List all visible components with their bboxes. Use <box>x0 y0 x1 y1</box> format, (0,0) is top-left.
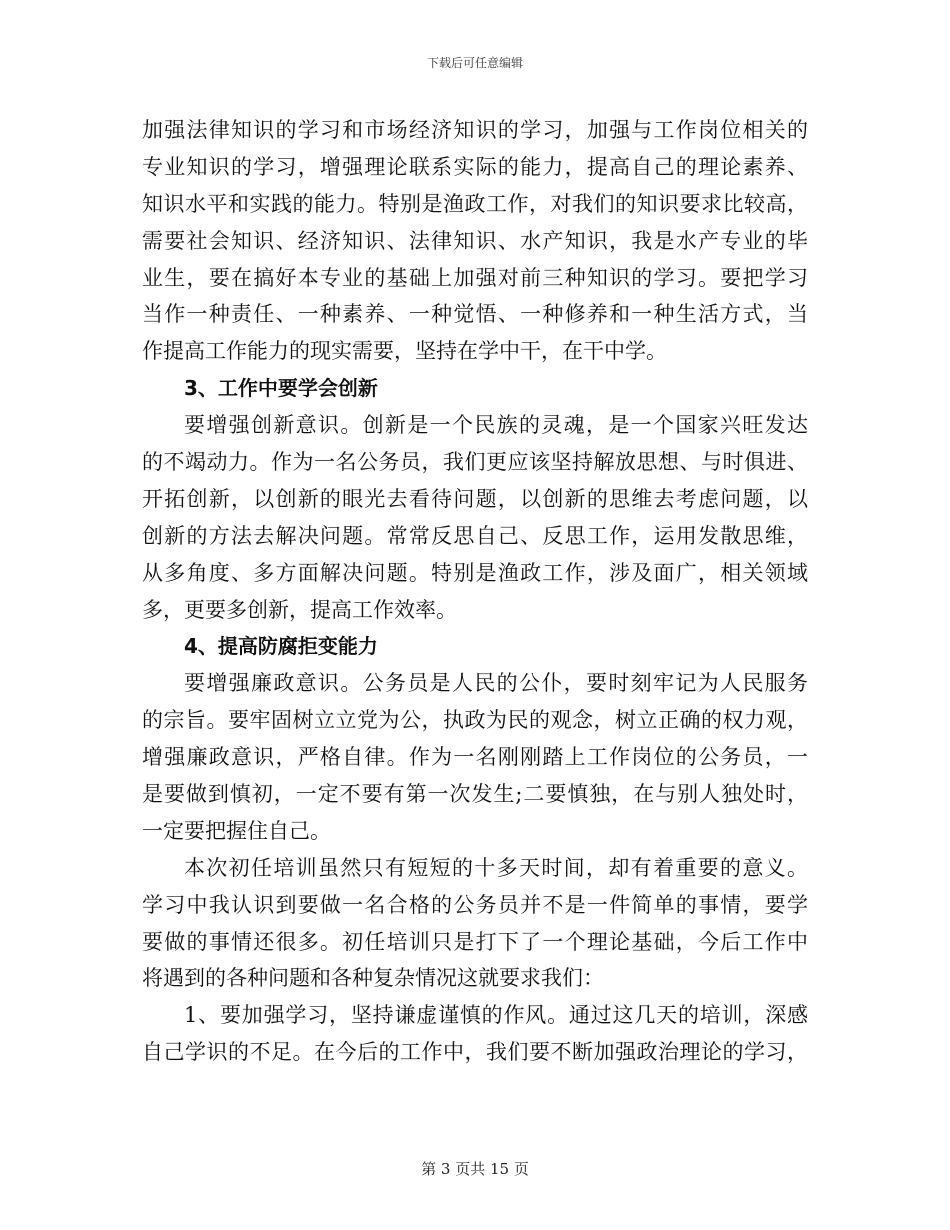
text-line: 的宗旨。要牢固树立立党为公，执政为民的观念，树立正确的权力观， <box>142 708 808 733</box>
text-line: 加强法律知识的学习和市场经济知识的学习，加强与工作岗位相关的 <box>142 118 808 142</box>
text-line: 将遇到的各种问题和各种复杂情况这就要求我们： <box>142 966 604 991</box>
section-heading: 3、工作中要学会创新 <box>184 376 378 401</box>
text-line: 一定要把握住自己。 <box>142 818 331 843</box>
text-line: 当作一种责任、一种素养、一种觉悟、一种修养和一种生活方式，当 <box>142 302 808 327</box>
text-line: 从多角度、多方面解决问题。特别是渔政工作，涉及面广，相关领域 <box>142 560 808 585</box>
text-line: 多，更要多创新，提高工作效率。 <box>142 597 457 622</box>
text-line: 本次初任培训虽然只有短短的十多天时间，却有着重要的意义。 <box>184 855 808 880</box>
text-line: 1、要加强学习，坚持谦虚谨慎的作风。通过这几天的培训，深感 <box>184 1003 808 1028</box>
text-line: 自己学识的不足。在今后的工作中，我们要不断加强政治理论的学习， <box>142 1040 808 1065</box>
text-line: 学习中我认识到要做一名合格的公务员并不是一件简单的事情，要学 <box>142 892 808 917</box>
text-line: 开拓创新，以创新的眼光去看待问题，以创新的思维去考虑问题，以 <box>142 486 808 511</box>
text-line: 专业知识的学习，增强理论联系实际的能力，提高自己的理论素养、 <box>142 154 808 179</box>
document-body <box>142 112 808 1071</box>
text-line: 作提高工作能力的现实需要，坚持在学中干，在干中学。 <box>142 339 667 364</box>
text-line: 创新的方法去解决问题。常常反思自己、反思工作，运用发散思维， <box>142 523 808 548</box>
page-footer: 第 3 页共 15 页 <box>421 1160 529 1178</box>
text-line: 知识水平和实践的能力。特别是渔政工作，对我们的知识要求比较高， <box>142 191 808 216</box>
text-line: 业生，要在搞好本专业的基础上加强对前三种知识的学习。要把学习 <box>142 265 808 290</box>
page-header: 下载后可任意编辑 <box>426 56 523 70</box>
text-line: 要做的事情还很多。初任培训只是打下了一个理论基础，今后工作中 <box>142 929 808 954</box>
section-heading: 4、提高防腐拒变能力 <box>184 634 378 659</box>
text-line: 是要做到慎初，一定不要有第一次发生;二要慎独，在与别人独处时， <box>142 782 808 807</box>
text-line: 需要社会知识、经济知识、法律知识、水产知识，我是水产专业的毕 <box>142 228 808 253</box>
text-line: 增强廉政意识，严格自律。作为一名刚刚踏上工作岗位的公务员，一 <box>142 745 808 770</box>
text-line: 的不竭动力。作为一名公务员，我们更应该坚持解放思想、与时俱进、 <box>142 450 808 475</box>
text-line: 要增强创新意识。创新是一个民族的灵魂，是一个国家兴旺发达 <box>184 413 808 438</box>
text-line: 要增强廉政意识。公务员是人民的公仆，要时刻牢记为人民服务 <box>184 671 808 696</box>
